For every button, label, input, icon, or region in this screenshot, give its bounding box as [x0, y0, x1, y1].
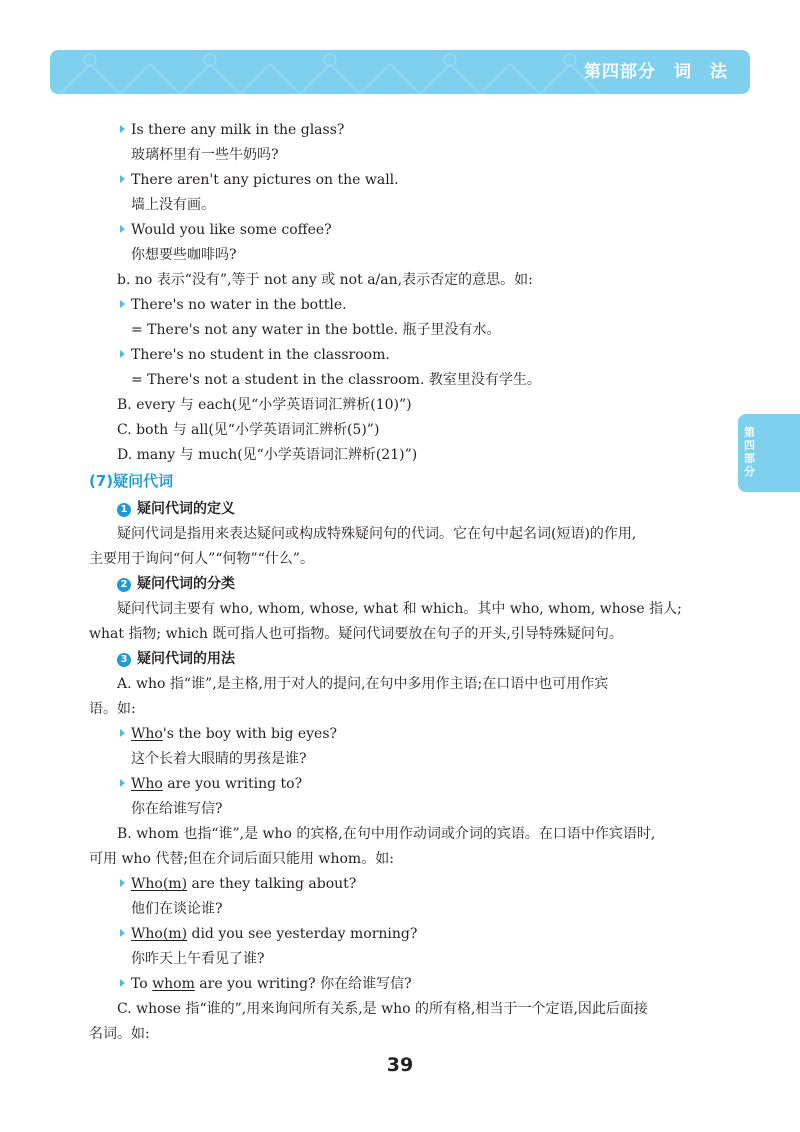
example-line: Who(m) did you see yesterday morning?: [120, 925, 417, 943]
example-line: To whom are you writing? 你在给谁写信?: [120, 975, 412, 993]
bullet-triangle-icon: [120, 175, 125, 183]
paragraph-line: b. no 表示“没有”,等于 not any 或 not a/an,表示否定的意思。如:: [117, 272, 533, 288]
header-title: 第四部分 词 法: [584, 62, 728, 82]
example-line: Would you like some coffee?: [120, 221, 332, 239]
bullet-triangle-icon: [120, 779, 125, 787]
example-line: There aren't any pictures on the wall.: [120, 171, 399, 189]
paragraph-line: 主要用于询问“何人”“何物”“什么”。: [89, 551, 314, 567]
translation-line: 你在给谁写信?: [131, 801, 223, 817]
bullet-triangle-icon: [120, 929, 125, 937]
bullet-triangle-icon: [120, 125, 125, 133]
equivalent-line: = There's not any water in the bottle. 瓶子里没有水。: [131, 322, 501, 338]
translation-line: 玻璃杯里有一些牛奶吗?: [131, 147, 279, 163]
bullet-triangle-icon: [120, 225, 125, 233]
example-line: Who(m) are they talking about?: [120, 875, 356, 893]
example-line: Who's the boy with big eyes?: [120, 725, 337, 743]
subsection-title: 2 疑问代词的分类: [117, 575, 235, 593]
paragraph-line: 语。如:: [89, 701, 136, 717]
section-title: (7)疑问代词: [89, 472, 174, 490]
side-tab-label: 第四部分: [744, 426, 755, 478]
subsection-title: 3 疑问代词的用法: [117, 650, 235, 668]
number-badge: 1: [117, 503, 131, 517]
paragraph-line: 可用 who 代替;但在介词后面只能用 whom。如:: [89, 851, 394, 867]
translation-line: 你昨天上午看见了谁?: [131, 951, 265, 967]
paragraph-line: D. many 与 much(见“小学英语词汇辨析(21)”): [117, 447, 418, 463]
paragraph-line: what 指物; which 既可指人也可指物。疑问代词要放在句子的开头,引导特殊疑问句。: [89, 626, 623, 642]
paragraph-line: A. who 指“谁”,是主格,用于对人的提问,在句中多用作主语;在口语中也可用作宾: [117, 676, 609, 692]
paragraph-line: 疑问代词是指用来表达疑问或构成特殊疑问句的代词。它在句中起名词(短语)的作用,: [117, 526, 637, 542]
paragraph-line: C. whose 指“谁的”,用来询问所有关系,是 who 的所有格,相当于一个定语,因此后面接: [117, 1001, 648, 1017]
equivalent-line: = There's not a student in the classroom. 教室里没有学生。: [131, 372, 541, 388]
translation-line: 这个长着大眼睛的男孩是谁?: [131, 751, 307, 767]
translation-line: 他们在谈论谁?: [131, 901, 223, 917]
number-badge: 3: [117, 653, 131, 667]
bullet-triangle-icon: [120, 729, 125, 737]
bullet-triangle-icon: [120, 879, 125, 887]
number-badge: 2: [117, 578, 131, 592]
paragraph-line: C. both 与 all(见“小学英语词汇辨析(5)”): [117, 422, 380, 438]
example-line: There's no water in the bottle.: [120, 296, 347, 314]
page-number: 39: [386, 1054, 414, 1076]
translation-line: 你想要些咖啡吗?: [131, 247, 237, 263]
translation-line: 墙上没有画。: [131, 197, 215, 213]
bullet-triangle-icon: [120, 979, 125, 987]
example-line: Who are you writing to?: [120, 775, 302, 793]
paragraph-line: B. whom 也指“谁”,是 who 的宾格,在句中用作动词或介词的宾语。在口语中作宾语时,: [117, 826, 656, 842]
example-line: Is there any milk in the glass?: [120, 121, 344, 139]
paragraph-line: 名词。如:: [89, 1026, 150, 1042]
paragraph-line: 疑问代词主要有 who, whom, whose, what 和 which。其中 who, whom, whose 指人;: [117, 601, 682, 617]
subsection-title: 1 疑问代词的定义: [117, 500, 235, 518]
example-line: There's no student in the classroom.: [120, 346, 390, 364]
bullet-triangle-icon: [120, 300, 125, 308]
bullet-triangle-icon: [120, 350, 125, 358]
paragraph-line: B. every 与 each(见“小学英语词汇辨析(10)”): [117, 397, 412, 413]
